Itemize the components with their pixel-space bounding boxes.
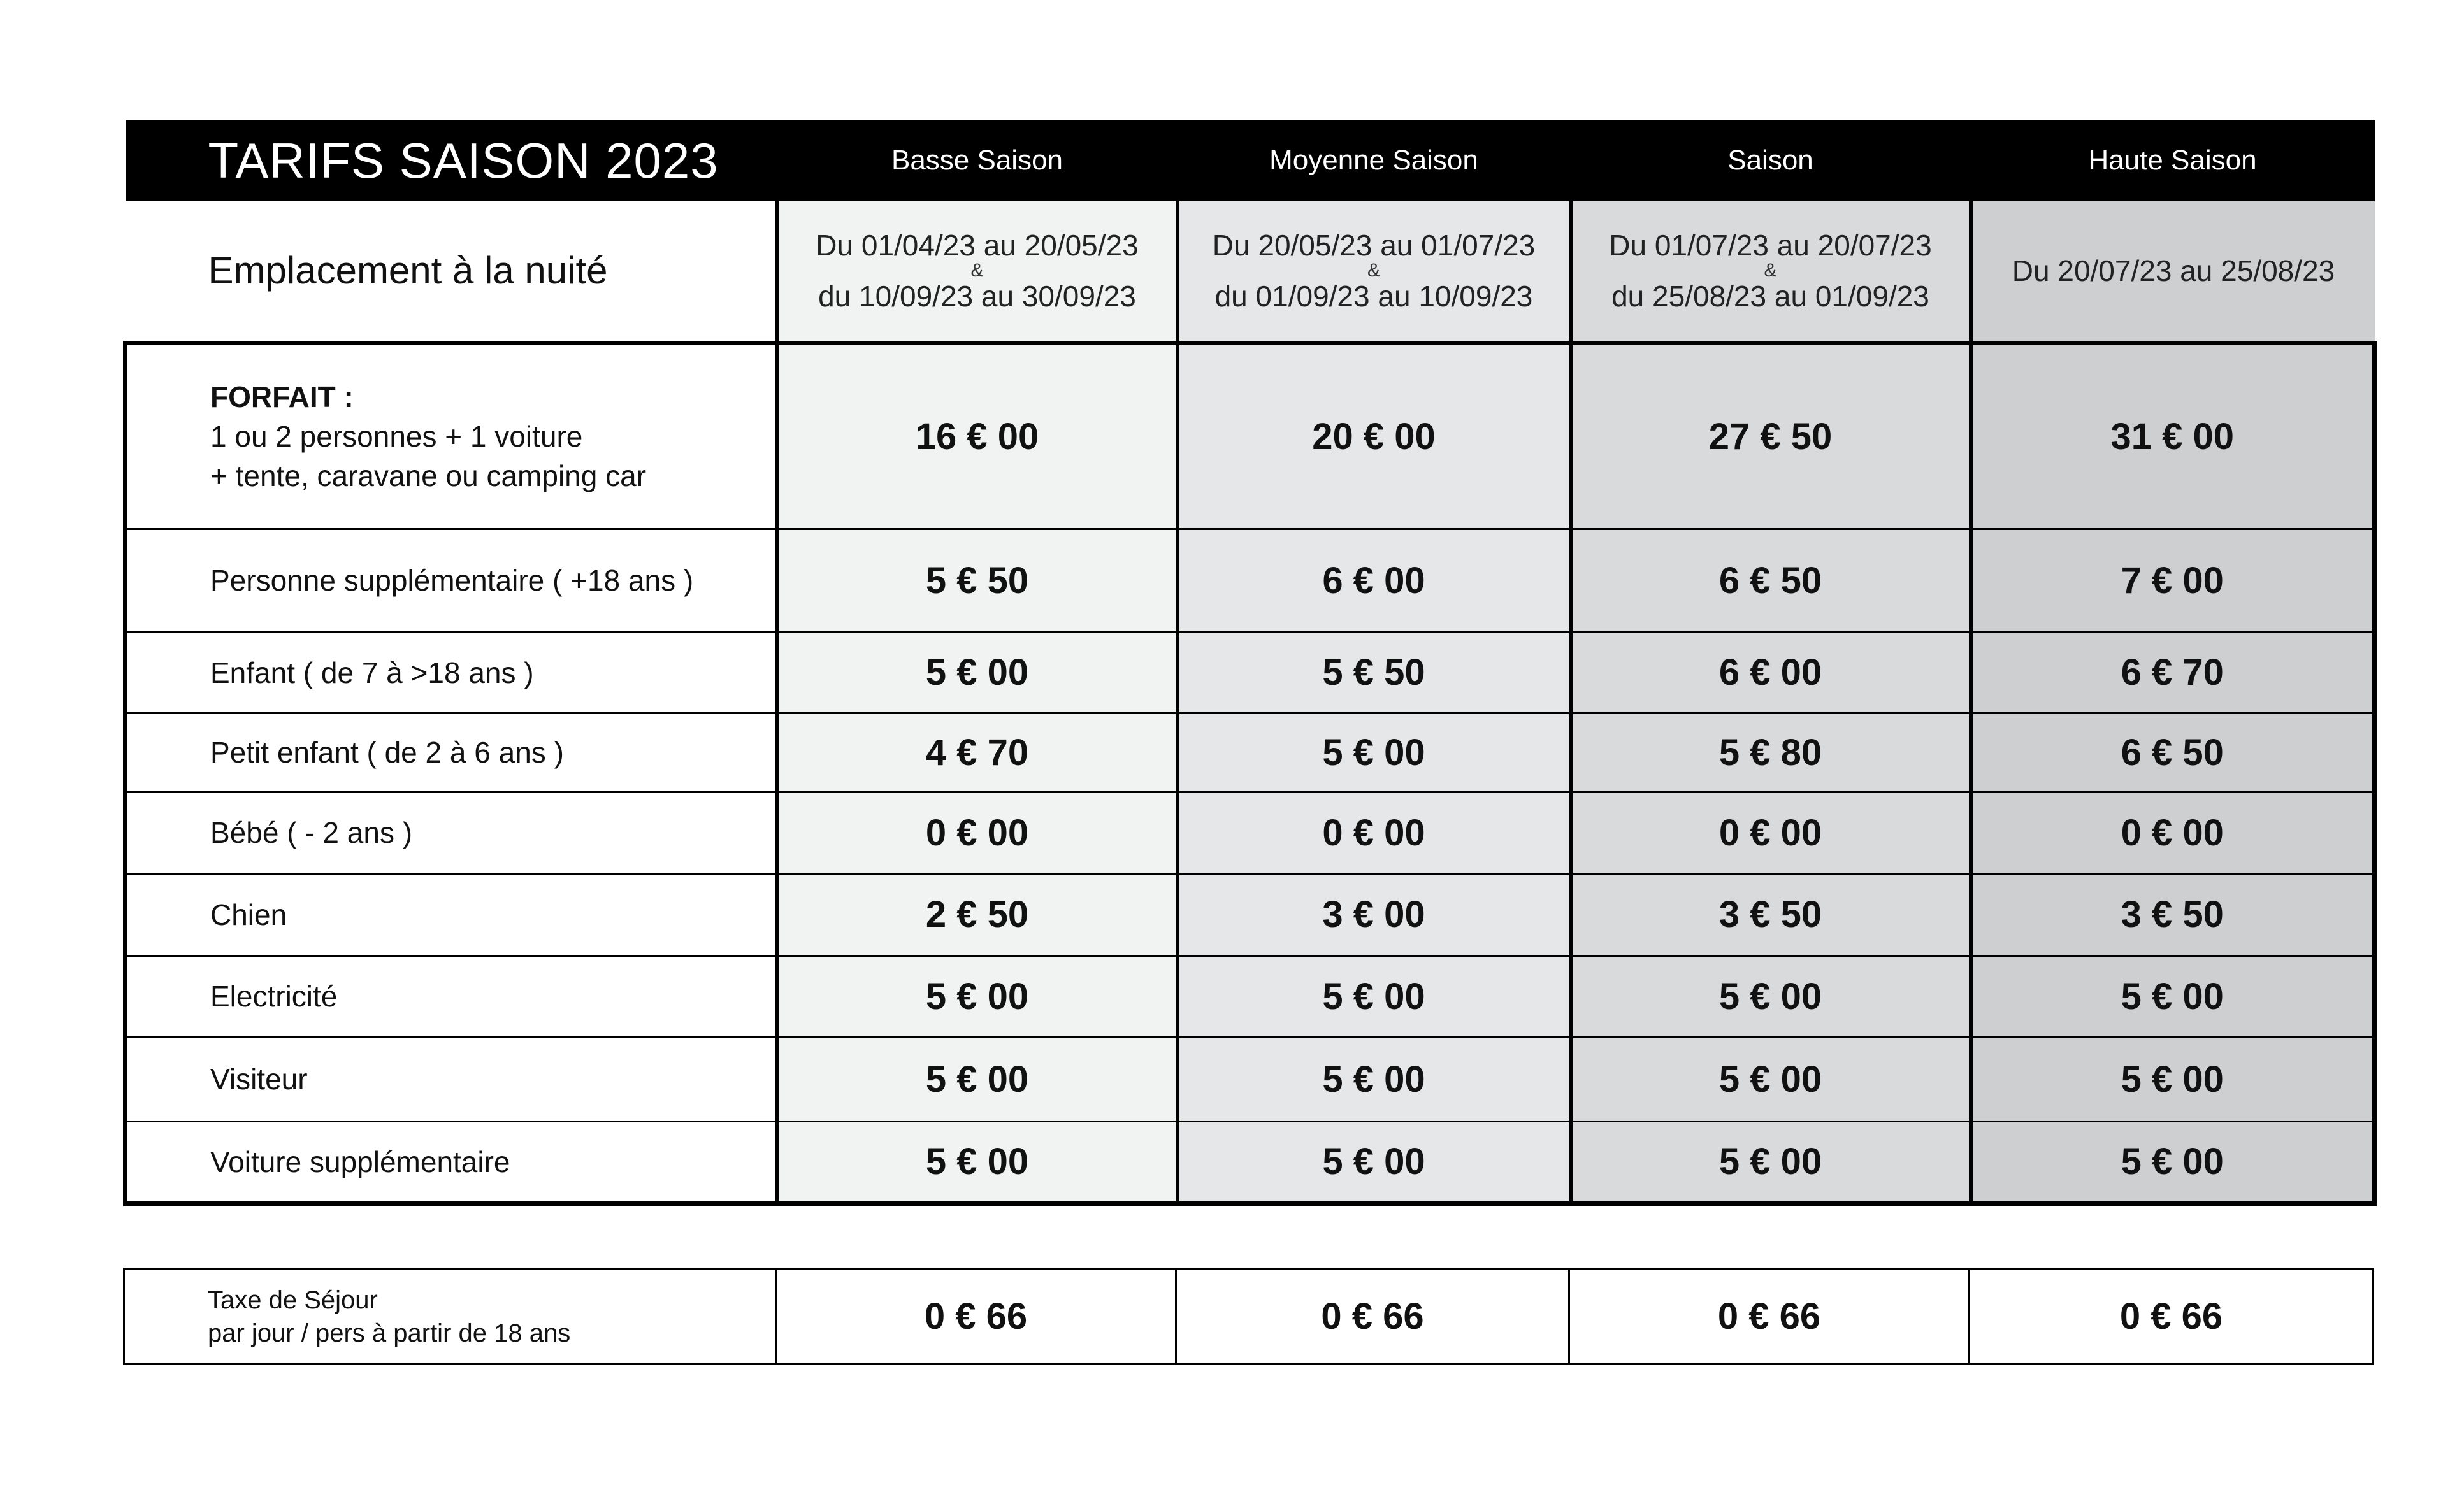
price-cell: 0 € 66 xyxy=(776,1269,1176,1365)
price-cell: 27 € 50 xyxy=(1571,343,1971,529)
season-saison: Saison xyxy=(1571,120,1971,201)
price-cell: 6 € 00 xyxy=(1178,529,1571,632)
price-cell: 6 € 50 xyxy=(1971,713,2375,792)
price-cell: 5 € 00 xyxy=(1971,1037,2375,1121)
taxe-table xyxy=(123,1268,2374,1365)
period-haute xyxy=(1971,201,2375,343)
season-haute: Haute Saison xyxy=(1971,120,2375,201)
price-cell: 0 € 66 xyxy=(1970,1269,2374,1365)
row-label: Voiture supplémentaire xyxy=(126,1121,777,1203)
row-label: Enfant ( de 7 à >18 ans ) xyxy=(126,632,777,713)
price-cell: 16 € 00 xyxy=(777,343,1178,529)
price-cell: 5 € 00 xyxy=(1971,1121,2375,1203)
price-cell: 7 € 00 xyxy=(1971,529,2375,632)
price-cell: 5 € 00 xyxy=(1571,1037,1971,1121)
price-cell: 5 € 00 xyxy=(1571,1121,1971,1203)
price-cell: 3 € 50 xyxy=(1571,873,1971,956)
table-row xyxy=(126,873,2375,956)
price-cell: 3 € 50 xyxy=(1971,873,2375,956)
forfait-label xyxy=(126,343,777,529)
price-cell: 3 € 00 xyxy=(1178,873,1571,956)
row-label: Petit enfant ( de 2 à 6 ans ) xyxy=(126,713,777,792)
period-amp: & xyxy=(1367,260,1380,282)
table-row xyxy=(126,529,2375,632)
price-cell: 2 € 50 xyxy=(777,873,1178,956)
table-row xyxy=(126,1037,2375,1121)
price-cell: 5 € 00 xyxy=(1178,1037,1571,1121)
price-cell: 5 € 00 xyxy=(1178,956,1571,1037)
row-label: Visiteur xyxy=(126,1037,777,1121)
period-line2: du 25/08/23 au 01/09/23 xyxy=(1611,280,1929,313)
forfait-line1: 1 ou 2 personnes + 1 voiture xyxy=(210,420,583,453)
table-row xyxy=(126,713,2375,792)
forfait-line2: + tente, caravane ou camping car xyxy=(210,459,647,492)
period-line1: Du 01/04/23 au 20/05/23 xyxy=(816,229,1139,262)
tarifs-table xyxy=(123,120,2377,1206)
taxe-line1: Taxe de Séjour xyxy=(208,1286,378,1314)
season-basse: Basse Saison xyxy=(777,120,1178,201)
price-cell: 6 € 50 xyxy=(1571,529,1971,632)
price-cell: 0 € 00 xyxy=(1178,792,1571,873)
row-label: Bébé ( - 2 ans ) xyxy=(126,792,777,873)
dates-row-label: Emplacement à la nuité xyxy=(208,249,608,292)
price-cell: 5 € 00 xyxy=(777,1037,1178,1121)
period-moyenne xyxy=(1178,201,1571,343)
taxe-line2: par jour / pers à partir de 18 ans xyxy=(208,1319,571,1347)
price-cell: 5 € 00 xyxy=(1178,1121,1571,1203)
price-cell: 6 € 00 xyxy=(1571,632,1971,713)
row-label: Electricité xyxy=(126,956,777,1037)
row-label: Personne supplémentaire ( +18 ans ) xyxy=(126,529,777,632)
period-line2: du 01/09/23 au 10/09/23 xyxy=(1214,280,1533,313)
price-cell: 5 € 50 xyxy=(777,529,1178,632)
table-row xyxy=(126,792,2375,873)
period-amp: & xyxy=(1764,260,1777,282)
price-cell: 0 € 00 xyxy=(1571,792,1971,873)
price-cell: 6 € 70 xyxy=(1971,632,2375,713)
table-title: TARIFS SAISON 2023 xyxy=(126,120,777,201)
price-cell: 5 € 50 xyxy=(1178,632,1571,713)
forfait-row xyxy=(126,343,2375,529)
taxe-row xyxy=(124,1269,2374,1365)
price-cell: 4 € 70 xyxy=(777,713,1178,792)
price-cell: 5 € 00 xyxy=(1571,956,1971,1037)
period-line1: Du 20/05/23 au 01/07/23 xyxy=(1212,229,1536,262)
price-cell: 20 € 00 xyxy=(1178,343,1571,529)
price-cell: 5 € 00 xyxy=(1178,713,1571,792)
price-cell: 31 € 00 xyxy=(1971,343,2375,529)
period-saison xyxy=(1571,201,1971,343)
price-cell: 0 € 66 xyxy=(1569,1269,1970,1365)
forfait-title: FORFAIT : xyxy=(210,380,354,413)
period-line2: du 10/09/23 au 30/09/23 xyxy=(818,280,1136,313)
table-row xyxy=(126,956,2375,1037)
price-cell: 0 € 00 xyxy=(1971,792,2375,873)
period-amp: & xyxy=(970,260,984,282)
price-cell: 0 € 00 xyxy=(777,792,1178,873)
period-basse xyxy=(777,201,1178,343)
period-line1: Du 01/07/23 au 20/07/23 xyxy=(1609,229,1932,262)
dates-row xyxy=(126,201,2375,343)
table-row xyxy=(126,632,2375,713)
price-cell: 5 € 00 xyxy=(777,956,1178,1037)
price-cell: 5 € 00 xyxy=(777,1121,1178,1203)
row-label: Chien xyxy=(126,873,777,956)
taxe-label xyxy=(124,1269,776,1365)
header-row xyxy=(126,120,2375,201)
price-cell: 5 € 00 xyxy=(1971,956,2375,1037)
price-cell: 5 € 80 xyxy=(1571,713,1971,792)
season-moyenne: Moyenne Saison xyxy=(1178,120,1571,201)
period-line1: Du 20/07/23 au 25/08/23 xyxy=(2012,254,2335,288)
price-cell: 5 € 00 xyxy=(777,632,1178,713)
table-row xyxy=(126,1121,2375,1203)
price-cell: 0 € 66 xyxy=(1176,1269,1569,1365)
